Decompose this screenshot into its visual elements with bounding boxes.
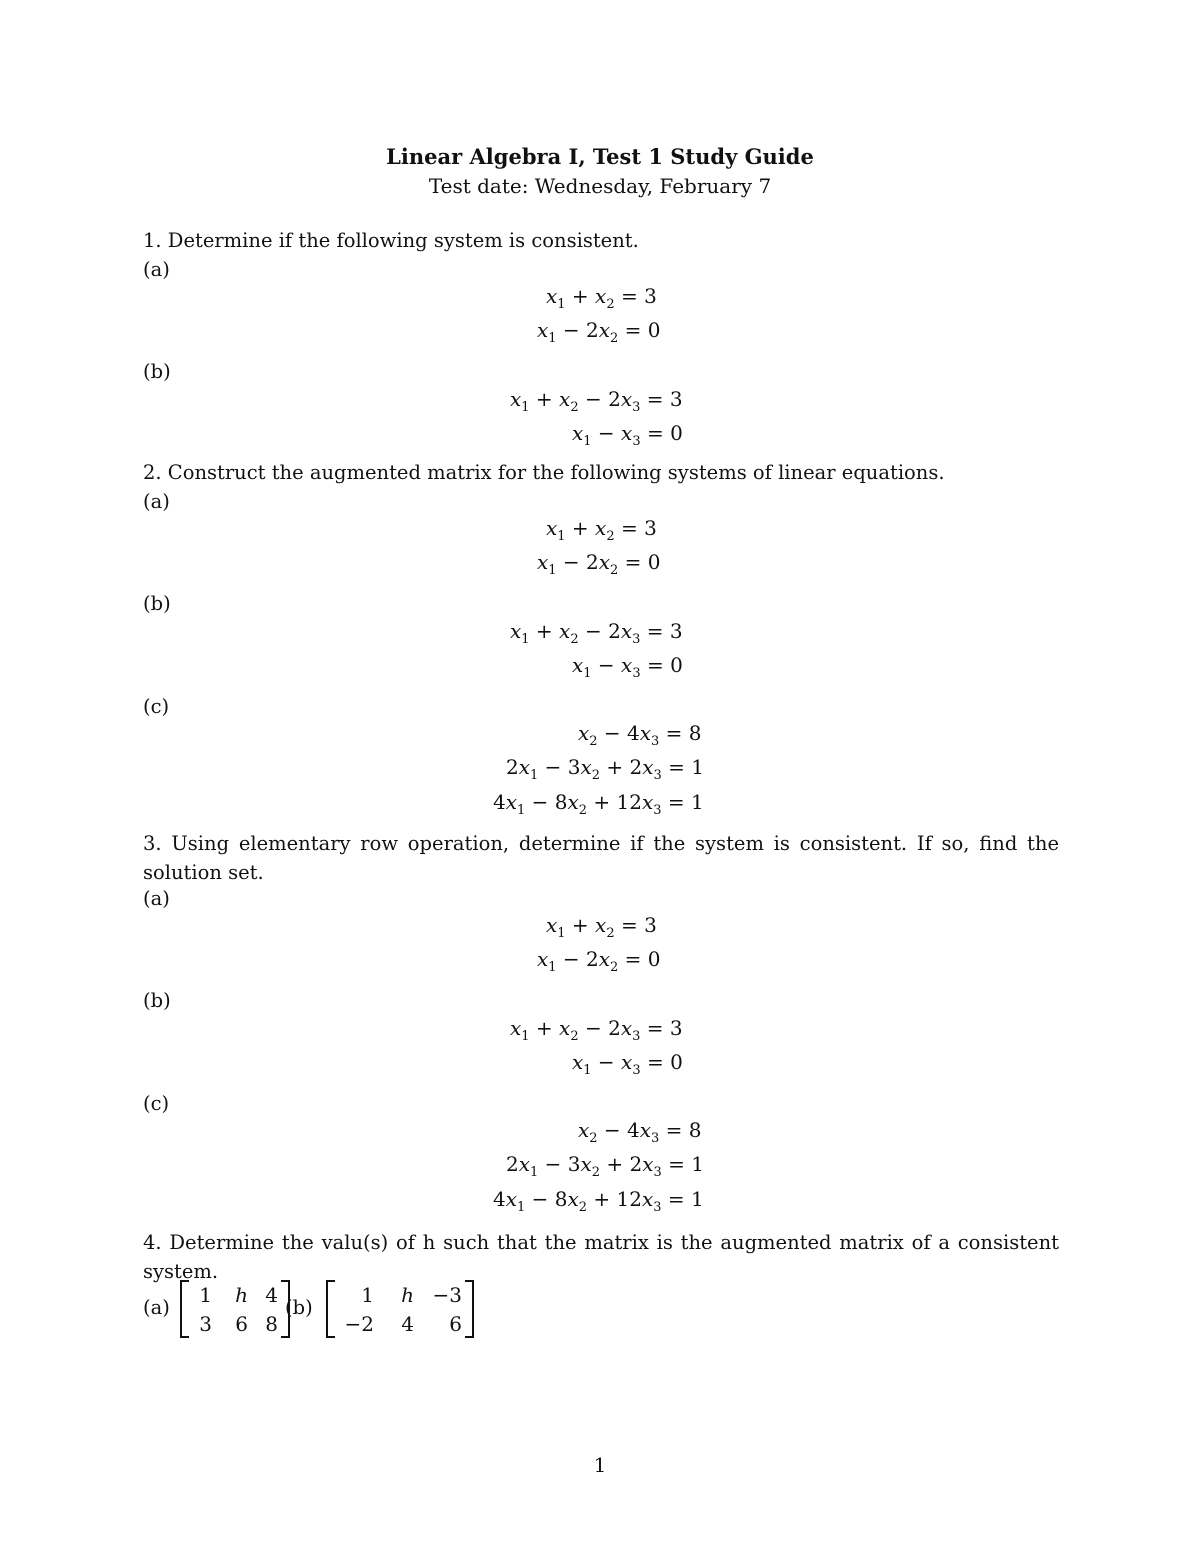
q3-prompt: 3. Using elementary row operation, determine if the system is consistent. If so, find the solution set. <box>143 832 1059 884</box>
q4-matrix-b <box>326 1280 474 1338</box>
matrix-cell: 6 <box>235 1311 248 1336</box>
matrix-cell: 8 <box>265 1311 278 1336</box>
matrix-cell: h <box>235 1282 248 1307</box>
q4-a-label: (a) <box>143 1296 170 1319</box>
q3-c-label: (c) <box>143 1092 170 1115</box>
q3-a-label: (a) <box>143 887 170 910</box>
q2-prompt: 2. Construct the augmented matrix for the following systems of linear equations. <box>143 461 945 484</box>
matrix-cell: 3 <box>199 1311 212 1336</box>
q2-c-label: (c) <box>143 695 170 718</box>
q3a-eq2: $x_1 - 2x_2 = 0$ <box>537 947 661 975</box>
q1b-eq1: $x_1 + x_2 - 2x_3 = 3$ <box>510 387 683 415</box>
matrix-cell: −2 <box>344 1311 374 1336</box>
left-bracket <box>180 1280 189 1338</box>
q4-prompt: 4. Determine the valu(s) of h such that the matrix is the augmented matrix of a consistent system. <box>143 1231 1059 1283</box>
q4-b-label: (b) <box>285 1296 313 1319</box>
q2b-eq2: $x_1 - x_3 = 0$ <box>572 653 683 681</box>
matrix-cell: 4 <box>265 1282 278 1307</box>
left-bracket <box>326 1280 335 1338</box>
q3a-eq1: $x_1 + x_2 = 3$ <box>546 913 657 941</box>
q3c-eq3: $4x_1 - 8x_2 + 12x_3 = 1$ <box>493 1187 704 1215</box>
matrix-cell: 1 <box>199 1282 212 1307</box>
q1a-eq1: $x_1 + x_2 = 3$ <box>546 284 657 312</box>
matrix-cell: 1 <box>361 1282 374 1307</box>
matrix-cell: −3 <box>432 1282 462 1307</box>
q2c-eq3: $4x_1 - 8x_2 + 12x_3 = 1$ <box>493 790 704 818</box>
q1-a-label: (a) <box>143 258 170 281</box>
q1-b-label: (b) <box>143 360 171 383</box>
q2-a-label: (a) <box>143 490 170 513</box>
matrix-cell: 4 <box>401 1311 414 1336</box>
q2c-eq2: $2x_1 - 3x_2 + 2x_3 = 1$ <box>506 755 705 783</box>
q1a-eq2: $x_1 - 2x_2 = 0$ <box>537 318 661 346</box>
q3c-eq1: $x_2 - 4x_3 = 8$ <box>578 1118 702 1146</box>
right-bracket <box>465 1280 474 1338</box>
q2-b-label: (b) <box>143 592 171 615</box>
page-title: Linear Algebra I, Test 1 Study Guide <box>386 144 814 169</box>
q1-prompt: 1. Determine if the following system is consistent. <box>143 229 639 252</box>
test-date: Test date: Wednesday, February 7 <box>428 174 772 198</box>
q2b-eq1: $x_1 + x_2 - 2x_3 = 3$ <box>510 619 683 647</box>
q2c-eq1: $x_2 - 4x_3 = 8$ <box>578 721 702 749</box>
q3-b-label: (b) <box>143 989 171 1012</box>
q2a-eq2: $x_1 - 2x_2 = 0$ <box>537 550 661 578</box>
matrix-cell: 6 <box>449 1311 462 1336</box>
q3b-eq1: $x_1 + x_2 - 2x_3 = 3$ <box>510 1016 683 1044</box>
matrix-cell: h <box>401 1282 414 1307</box>
q2a-eq1: $x_1 + x_2 = 3$ <box>546 516 657 544</box>
q3b-eq2: $x_1 - x_3 = 0$ <box>572 1050 683 1078</box>
q3c-eq2: $2x_1 - 3x_2 + 2x_3 = 1$ <box>506 1152 705 1180</box>
page-number: 1 <box>593 1453 607 1477</box>
q1b-eq2: $x_1 - x_3 = 0$ <box>572 421 683 449</box>
q4-matrix-a <box>180 1280 290 1338</box>
